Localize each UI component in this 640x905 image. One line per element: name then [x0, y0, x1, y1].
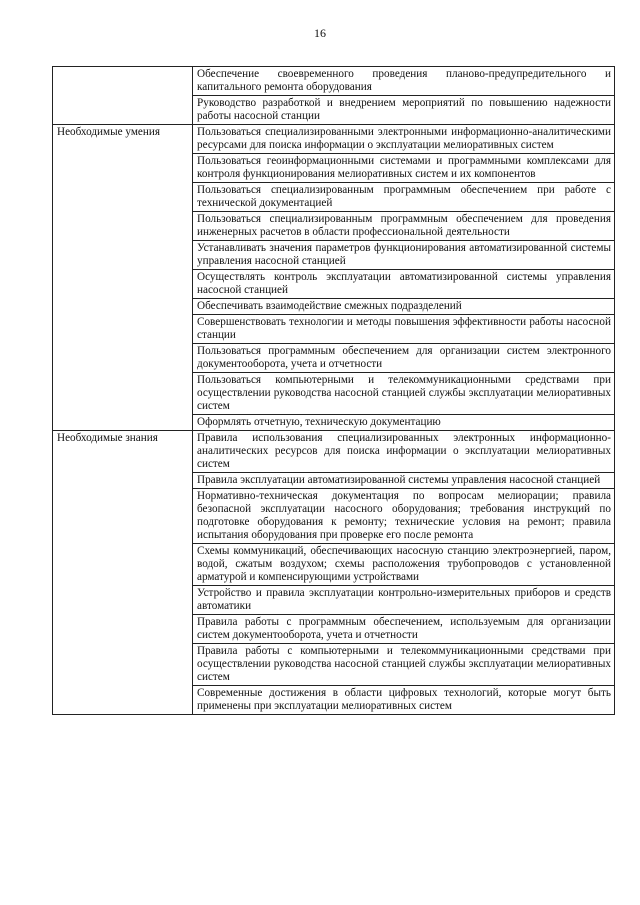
- competency-table: [52, 66, 615, 715]
- knowledge-label: Необходимые знания: [57, 432, 158, 444]
- table-row: [53, 125, 615, 154]
- page-number: 16: [314, 26, 326, 40]
- table-cell: Обеспечивать взаимодействие смежных подразделений: [193, 299, 615, 315]
- table-cell: Правила работы с программным обеспечением, используемым для организации систем документооборота, учета и отчетности: [193, 615, 615, 644]
- table-cell: Схемы коммуникаций, обеспечивающих насосную станцию электроэнергией, паром, водой, сжатым воздухом; схемы расположения трубопроводов с установленной арматурой и компенсирующими устройствами: [193, 544, 615, 586]
- table-cell: Пользоваться геоинформационными системами и программными комплексами для контроля функционирования мелиоративных систем и их компонентов: [193, 154, 615, 183]
- table-cell: Пользоваться специализированным программным обеспечением при работе с технической документацией: [193, 183, 615, 212]
- table-cell: Пользоваться программным обеспечением для организации систем электронного документооборота, учета и отчетности: [193, 344, 615, 373]
- knowledge-label-cell: [53, 431, 193, 715]
- table-cell: Нормативно-техническая документация по вопросам мелиорации; правила безопасной эксплуатации насосного оборудования; требования инструкций по подготовке оборудования к ремонту; технические условия на ремонт; правила испытания оборудования при проверке его после ремонта: [193, 489, 615, 544]
- table-cell: Современные достижения в области цифровых технологий, которые могут быть применены при эксплуатации мелиоративных систем: [193, 686, 615, 715]
- skills-label-cell: [53, 125, 193, 431]
- table-cell: Осуществлять контроль эксплуатации автоматизированной системы управления насосной станцией: [193, 270, 615, 299]
- table-cell: Оформлять отчетную, техническую документацию: [193, 415, 615, 431]
- table-cell: Устройство и правила эксплуатации контрольно-измерительных приборов и средств автоматики: [193, 586, 615, 615]
- table-cell: Пользоваться специализированным программным обеспечением для проведения инженерных расчетов в области профессиональной деятельности: [193, 212, 615, 241]
- table-cell: Руководство разработкой и внедрением мероприятий по повышению надежности работы насосной станции: [193, 96, 615, 125]
- table-cell: Правила использования специализированных электронных информационно-аналитических ресурсов для поиска информации о эксплуатации мелиоративных систем: [193, 431, 615, 473]
- table-cell: Обеспечение своевременного проведения планово-предупредительного и капитального ремонта оборудования: [193, 67, 615, 96]
- table-cell: Пользоваться специализированными электронными информационно-аналитическими ресурсами для поиска информации о эксплуатации мелиоративных систем: [193, 125, 615, 154]
- table-cell: Совершенствовать технологии и методы повышения эффективности работы насосной станции: [193, 315, 615, 344]
- table-cell: Правила работы с компьютерными и телекоммуникационными средствами при осуществлении руководства насосной станцией службы эксплуатации мелиоративных систем: [193, 644, 615, 686]
- table-row: [53, 67, 615, 96]
- table-cell: Пользоваться компьютерными и телекоммуникационными средствами при осуществлении руководства насосной станцией службы эксплуатации мелиоративных систем: [193, 373, 615, 415]
- table-row: [53, 431, 615, 473]
- table-cell: Устанавливать значения параметров функционирования автоматизированной системы управления насосной станцией: [193, 241, 615, 270]
- empty-label-cell: [53, 67, 193, 125]
- skills-label: Необходимые умения: [57, 126, 160, 138]
- table-cell: Правила эксплуатации автоматизированной системы управления насосной станцией: [193, 473, 615, 489]
